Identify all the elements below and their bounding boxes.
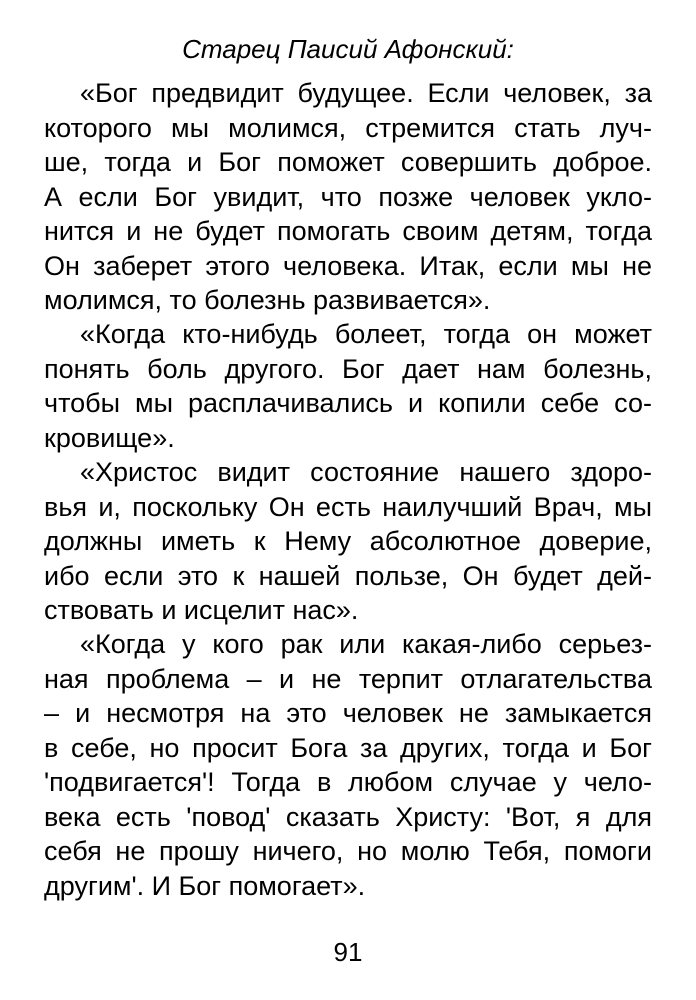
page-number: 91 [333,937,363,967]
text-line: Он заберет этого человека. Итак, если мы не [44,250,652,281]
text-line: нится и не будет помогать своим детям, тогда [44,216,652,246]
text-line: века есть 'повод' сказать Христу: 'Вот, я для [44,801,652,832]
text-line: ше, тогда и Бог поможет совершить доброе. [44,147,652,177]
text-line: ная проблема – и не терпит отлагательства [44,663,652,694]
text-line: чтобы мы расплачивались и копили себе со- [44,388,652,418]
paragraph-2 [44,317,652,455]
text-line: «Когда у кого рак или какая-либо серьез- [80,629,652,659]
text-line: молимся, то болезнь развивается». [44,285,491,315]
paragraph-4 [44,627,652,903]
text-line: должны иметь к Нему абсолютное доверие, [44,526,652,556]
text-line: «Бог предвидит будущее. Если человек, за [80,78,652,108]
text-line: кровище». [44,422,175,453]
text-line: другим'. И Бог помогает». [44,870,366,901]
text-line: ствовать и исцелит нас». [44,595,359,625]
text-line: – и несмотря на это человек не замыкается [44,698,652,728]
text-line: 'подвигается'! Тогда в любом случае у чело- [44,767,652,797]
section-title: Старец Паисий Афонский: [182,34,514,64]
text-line: «Когда кто-нибудь болеет, тогда он может [80,319,652,349]
text-line: А если Бог увидит, что позже человек укло- [44,181,652,212]
text-line: которого мы молимся, стремится стать луч- [44,112,652,143]
paragraph-3 [44,455,652,628]
text-line: в себе, но просит Бога за других, тогда и Бог [44,732,652,763]
text-line: ибо если это к нашей пользе, Он будет дей- [44,560,652,591]
paragraph-1 [44,76,652,318]
text-line: вья и, поскольку Он есть наилучший Врач, мы [44,491,652,522]
text-line: себя не прошу ничего, но молю Тебя, помоги [44,836,652,866]
text-line: понять боль другого. Бог дает нам болезнь, [44,353,652,384]
text-line: «Христос видит состояние нашего здоро- [80,457,652,487]
